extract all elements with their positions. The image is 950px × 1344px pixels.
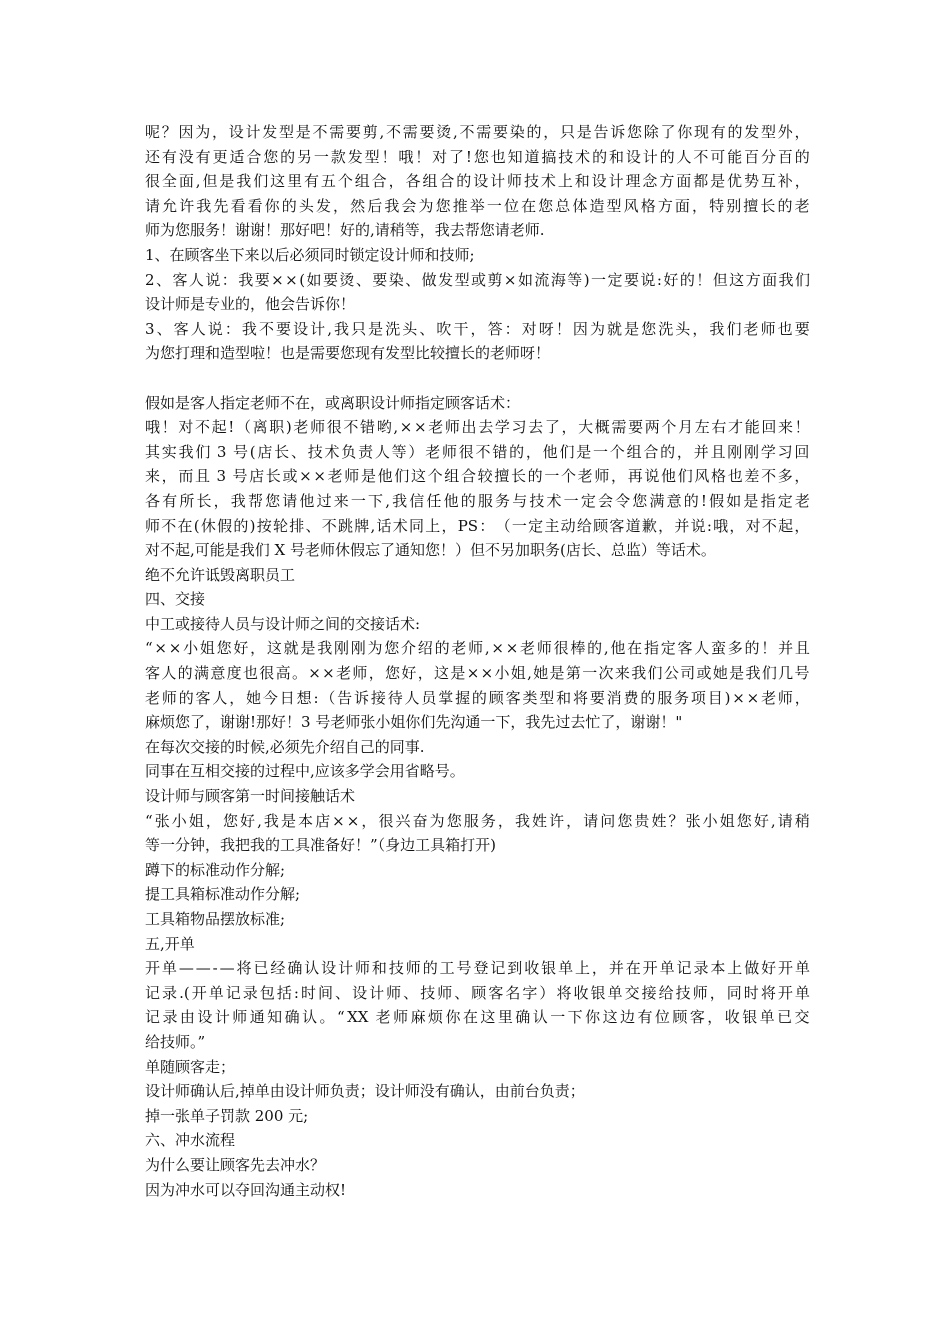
text-line: 六、冲水流程 bbox=[145, 1131, 236, 1150]
text-line: 等一分钟，我把我的工具准备好！”（身边工具箱打开) bbox=[145, 836, 497, 855]
text-line: 客 人 的 满 意 度 也 很 高 。 × × 老 师 ， 您 好 ， 这 是 × × 小 姐 , 她 是 第 一 次 来 我 们 公 司 或 她 是 我 们 几 号 bbox=[145, 664, 810, 683]
text-line: 为您打理和造型啦！也是需要您现有发型比较擅长的老师呀！ bbox=[145, 344, 551, 363]
text-line: 还 有 没 有 更 适 合 您 的 另 一 款 发 型 ！ 哦 ！ 对 了 ! 您 也 知 道 搞 技 术 的 和 设 计 的 人 不 可 能 百 分 百 的 bbox=[145, 147, 810, 166]
text-line: 四、交接 bbox=[145, 590, 206, 609]
text-line: 其 实 我 们 3 号 ( 店 长 、 技 术 负 责 人 等 ） 老 师 很 不 错 的 ， 他 们 是 一 个 组 合 的 ， 并 且 刚 刚 学 习 回 bbox=[145, 442, 810, 461]
text-line: 哦 ！ 对 不 起 ! （ 离 职 ) 老 师 很 不 错 哟 , × × 老 师 出 去 学 习 去 了 ， 大 概 需 要 两 个 月 左 右 才 能 回 来 ！ bbox=[145, 418, 810, 437]
text-line: 同事在互相交接的过程中,应该多学会用省略号。 bbox=[145, 762, 465, 781]
text-line: 在每次交接的时候,必须先介绍自己的同事. bbox=[145, 737, 425, 756]
text-line: 五,开单 bbox=[145, 934, 195, 953]
text-line: 2 、 客 人 说 ： 我 要 × × ( 如 要 烫 、 要 染 、 做 发 型 或 剪 × 如 流 海 等 ) 一 定 要 说 : 好 的 ！ 但 这 方 面 我 们 bbox=[145, 270, 810, 289]
text-line: 师为您服务！谢谢！那好吧！好的,请稍等，我去帮您请老师. bbox=[145, 221, 545, 240]
text-line: 各 有 所 长 ， 我 帮 您 请 他 过 来 一 下 , 我 信 任 他 的 服 务 与 技 术 一 定 会 令 您 满 意 的 ! 假 如 是 指 定 老 bbox=[145, 491, 810, 510]
text-line: 提工具箱标准动作分解; bbox=[145, 885, 301, 904]
text-line: 记 录 .( 开 单 记 录 包 括 : 时 间 、 设 计 师 、 技 师 、 顾 客 名 字 ） 将 收 银 单 交 接 给 技 师 ， 同 时 将 开 单 bbox=[145, 983, 810, 1002]
text-line: 设计师是专业的，他会告诉你！ bbox=[145, 295, 356, 314]
text-line: 工具箱物品摆放标准; bbox=[145, 910, 286, 928]
text-line: 假如是客人指定老师不在，或离职设计师指定顾客话术： bbox=[145, 393, 521, 412]
text-line: 给技师。” bbox=[145, 1032, 206, 1051]
text-line: 来 ， 而 且 3 号 店 长 或 × × 老 师 是 他 们 这 个 组 合 较 擅 长 的 一 个 老 师 ， 再 说 他 们 风 格 也 差 不 多 ， bbox=[145, 467, 810, 486]
text-line: 单随顾客走； bbox=[145, 1057, 236, 1076]
text-line: 老 师 的 客 人 ， 她 今 日 想 : （ 告 诉 接 待 人 员 掌 握 的 顾 客 类 型 和 将 要 消 费 的 服 务 项 目 ) × × 老 师 ， bbox=[145, 688, 810, 707]
text-line: 掉一张单子罚款 200 元; bbox=[145, 1106, 309, 1125]
text-line: 蹲下的标准动作分解; bbox=[145, 860, 286, 879]
text-line: 1、在顾客坐下来以后必须同时锁定设计师和技师; bbox=[145, 245, 475, 264]
text-line: 对不起,可能是我们 X 号老师休假忘了通知您！）但不另加职务(店长、总监）等话术。 bbox=[145, 541, 716, 560]
document-body bbox=[145, 120, 810, 1202]
text-line: 设计师与顾客第一时间接触话术 bbox=[145, 787, 356, 806]
text-line: 绝不允许诋毁离职员工 bbox=[145, 565, 296, 584]
text-line: 记 录 由 设 计 师 通 知 确 认 。 “ XX 老 师 麻 烦 你 在 这 里 确 认 一 下 你 这 边 有 位 顾 客 ， 收 银 单 已 交 bbox=[145, 1008, 810, 1027]
text-line: 呢 ？ 因 为 ， 设 计 发 型 是 不 需 要 剪 , 不 需 要 烫 , 不 需 要 染 的 ， 只 是 告 诉 您 除 了 你 现 有 的 发 型 外 ， bbox=[145, 123, 810, 141]
blank-line bbox=[145, 366, 810, 391]
text-line: “ × × 小 姐 您 好 ， 这 就 是 我 刚 刚 为 您 介 绍 的 老 师 , × × 老 师 很 棒 的 , 他 在 指 定 客 人 蛮 多 的 ！ 并 且 bbox=[145, 639, 810, 658]
text-line: 请 允 许 我 先 看 看 你 的 头 发 ， 然 后 我 会 为 您 推 举 一 位 在 您 总 体 造 型 风 格 方 面 ， 特 别 擅 长 的 老 bbox=[145, 196, 810, 215]
text-line: “ 张 小 姐 ， 您 好 , 我 是 本 店 × × ， 很 兴 奋 为 您 服 务 ， 我 姓 许 ， 请 问 您 贵 姓 ？ 张 小 姐 您 好 , 请 稍 bbox=[145, 811, 810, 830]
text-line: 中工或接待人员与设计师之间的交接话术: bbox=[145, 614, 421, 633]
text-line: 因为冲水可以夺回沟通主动权! bbox=[145, 1180, 347, 1199]
text-line: 师 不 在 ( 休 假 的 ) 按 轮 排 、 不 跳 牌 , 话 术 同 上 ， PS ： （ 一 定 主 动 给 顾 客 道 歉 ， 并 说 : 哦 ， 对 不 起 ， bbox=[145, 516, 810, 535]
text-line: 开 单 — — - — 将 已 经 确 认 设 计 师 和 技 师 的 工 号 登 记 到 收 银 单 上 ， 并 在 开 单 记 录 本 上 做 好 开 单 bbox=[145, 959, 810, 978]
text-line: 设计师确认后,掉单由设计师负责；设计师没有确认，由前台负责； bbox=[145, 1082, 585, 1101]
text-line: 很 全 面 , 但 是 我 们 这 里 有 五 个 组 合 ， 各 组 合 的 设 计 师 技 术 上 和 设 计 理 念 方 面 都 是 优 势 互 补 ， bbox=[145, 172, 810, 191]
text-line: 麻烦您了，谢谢!那好！3 号老师张小姐你们先沟通一下，我先过去忙了，谢谢！" bbox=[145, 713, 683, 732]
text-line: 为什么要让顾客先去冲水？ bbox=[145, 1155, 326, 1174]
text-line: 3 、 客 人 说 ： 我 不 要 设 计 , 我 只 是 洗 头 、 吹 干 ， 答 ： 对 呀 ！ 因 为 就 是 您 洗 头 ， 我 们 老 师 也 要 bbox=[145, 319, 810, 338]
